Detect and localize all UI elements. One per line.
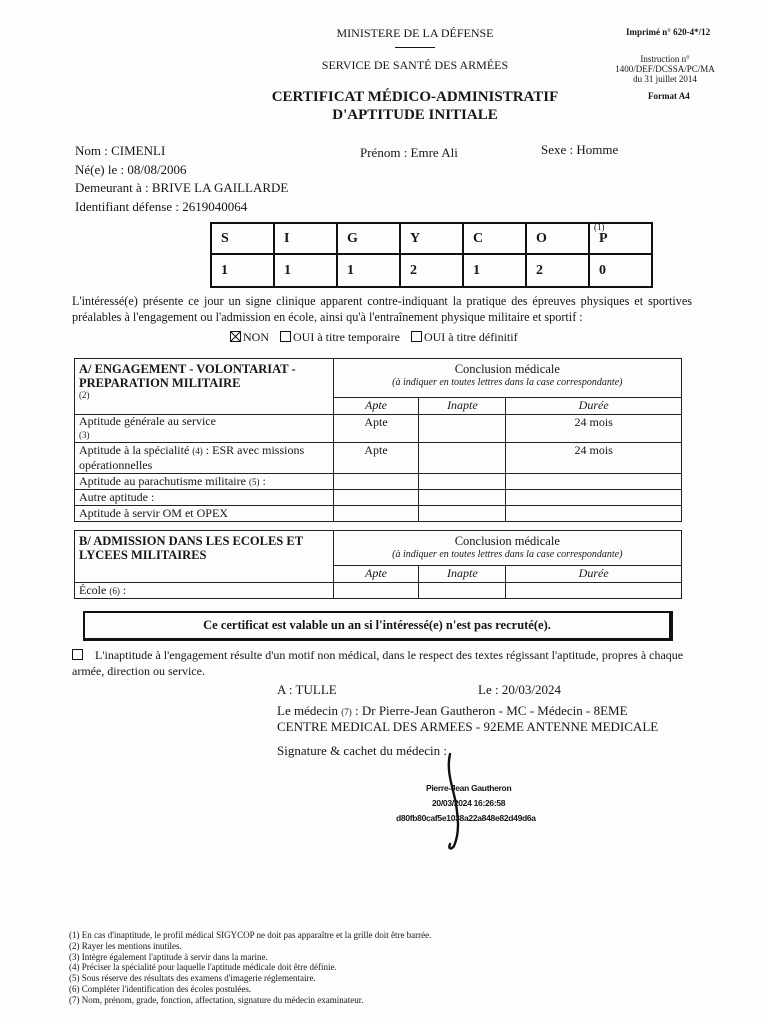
doctor-line-1: Le médecin (7) : Dr Pierre-Jean Gautheron - MC - Médecin - 8EME [277,703,628,718]
clinical-sign-statement: L'intéressé(e) présente ce jour un signe clinique apparent contre-indiquant la pratique des épreuves physiques et sportives préalables à l'engagement ou l'admission en école, ainsi qu'à l'entraînement physique militaire et sportif : [72,294,692,324]
option-non[interactable]: NON [230,330,269,344]
sigycop-letter-y: Y [400,223,463,254]
table-row [75,415,682,443]
col-inapte: Inapte [419,398,506,415]
row-label: Aptitude générale au service (3) [75,415,334,443]
patient-residence: Demeurant à : BRIVE LA GAILLARDE [75,180,289,195]
row-duree[interactable] [506,474,682,490]
row-apte[interactable] [333,490,419,506]
signature-hash: d80fb80caf5e1038a22a848e82d49d6a [396,813,536,823]
section-b-conclusion-sub: (à indiquer en toutes lettres dans la case correspondante) [392,549,623,560]
col-inapte: Inapte [419,566,506,583]
row-apte[interactable] [333,506,419,522]
footnote-2: (2) Rayer les mentions inutiles. [69,940,182,951]
table-row [75,490,682,506]
row-duree[interactable]: 24 mois [506,443,682,474]
footnote-1: (1) En cas d'inaptitude, le profil médical SIGYCOP ne doit pas apparaître et la grille doit être barrée. [69,930,432,940]
validity-notice: Ce certificat est valable un an si l'intéressé(e) n'est pas recruté(e). [83,611,673,641]
row-duree[interactable] [506,506,682,522]
row-apte[interactable] [333,583,419,599]
signature-label: Signature & cachet du médecin : [277,743,448,758]
service-name: SERVICE DE SANTÉ DES ARMÉES [321,58,509,72]
non-medical-statement: L'inaptitude à l'engagement résulte d'un motif non médical, dans le respect des textes régissant l'aptitude, propres à chaque armée, direction ou service. [72,648,684,678]
row-apte[interactable]: Apte [333,415,419,443]
checkbox-icon[interactable] [280,331,291,342]
patient-first-name: Prénom : Emre Ali [360,145,458,160]
doctor-line-2: CENTRE MEDICAL DES ARMEES - 92EME ANTENNE MEDICALE [277,719,659,734]
signature-timestamp: 20/03/2024 16:26:58 [432,798,506,808]
sigycop-letter-p: P [589,223,652,254]
section-a-title-cell [75,359,334,415]
section-a-conclusion-title: Conclusion médicale [454,362,560,376]
row-apte[interactable] [333,474,419,490]
table-row [75,474,682,490]
option-oui-definitif[interactable]: OUI à titre définitif [411,330,518,344]
row-label: Aptitude à la spécialité (4) : ESR avec missions opérationnelles [75,443,334,474]
footnotes [69,930,689,1006]
section-a-conclusion [333,359,681,398]
sigycop-letter-s: S [211,223,274,254]
checked-box-icon[interactable] [230,331,241,342]
table-row [75,583,682,599]
sigycop-values-row [211,254,652,287]
patient-last-name: Nom : CIMENLI [75,143,166,158]
footnote-6: (6) Compléter l'identification des écoles postulées. [69,983,252,994]
sigycop-letters-row [211,223,652,254]
sigycop-value-p: 0 [589,254,652,287]
section-a-table [74,358,682,522]
col-apte: Apte [333,566,419,583]
section-b-title: B/ ADMISSION DANS LES ECOLES ET LYCEES MILITAIRES [79,534,303,562]
title-line-1: CERTIFICAT MÉDICO-ADMINISTRATIF [271,89,559,105]
row-duree[interactable] [506,583,682,599]
date: Le : 20/03/2024 [478,682,562,697]
section-b-header-row [75,531,682,566]
row-inapte[interactable] [419,474,506,490]
row-label: Autre aptitude : [75,490,334,506]
sigycop-value-i: 1 [274,254,337,287]
row-inapte[interactable] [419,490,506,506]
instruction-line-1: Instruction n° 1400/DEF/DCSSA/PC/MA [615,54,715,74]
sigycop-letter-c: C [463,223,526,254]
section-b-conclusion [333,531,681,566]
row-duree[interactable] [506,490,682,506]
section-b-table [74,530,682,599]
section-a-title-note: (2) [79,390,90,400]
row-apte[interactable]: Apte [333,443,419,474]
sigycop-value-o: 2 [526,254,589,287]
clinical-sign-options [230,330,518,345]
sigycop-value-g: 1 [337,254,400,287]
sigycop-value-s: 1 [211,254,274,287]
section-a-header-row [75,359,682,398]
ministry-name: MINISTERE DE LA DÉFENSE [300,26,530,48]
sigycop-letter-i: I [274,223,337,254]
signer-name: Pierre-Jean Gautheron [426,783,512,793]
section-b-conclusion-title: Conclusion médicale [454,534,560,548]
checkbox-icon[interactable] [72,649,83,660]
patient-sex: Sexe : Homme [541,142,619,157]
sigycop-value-y: 2 [400,254,463,287]
electronic-signature-block [396,781,568,826]
row-duree[interactable]: 24 mois [506,415,682,443]
instruction-reference [590,54,740,84]
option-oui-temporaire[interactable]: OUI à titre temporaire [280,330,400,344]
patient-defense-id: Identifiant défense : 2619040064 [75,199,248,214]
section-a-conclusion-sub: (à indiquer en toutes lettres dans la case correspondante) [392,377,623,388]
section-a-title: A/ ENGAGEMENT - VOLONTARIAT - PREPARATION MILITAIRE [79,362,296,390]
place: A : TULLE [277,682,337,697]
ministry-divider [395,47,435,48]
row-inapte[interactable] [419,506,506,522]
sigycop-grid [210,222,653,288]
row-label: Aptitude à servir OM et OPEX [75,506,334,522]
document-title [250,88,580,124]
title-line-2: D'APTITUDE INITIALE [332,107,498,123]
row-label: Aptitude au parachutisme militaire (5) : [75,474,334,490]
sigycop-value-c: 1 [463,254,526,287]
row-inapte[interactable] [419,583,506,599]
row-inapte[interactable] [419,415,506,443]
row-label-ecole: École (6) : [75,583,334,599]
footnote-3: (3) Intègre également l'aptitude à servir dans la marine. [69,951,268,962]
patient-birth-date: Né(e) le : 08/08/2006 [75,162,187,177]
footnote-7: (7) Nom, prénom, grade, fonction, affectation, signature du médecin examinateur. [69,994,364,1005]
col-duree: Durée [506,566,682,583]
col-duree: Durée [506,398,682,415]
section-b-title-cell [75,531,334,583]
table-row [75,443,682,474]
col-apte: Apte [333,398,419,415]
format-label: Format A4 [648,91,690,101]
sigycop-letter-g: G [337,223,400,254]
sigycop-footnote-ref: (1) [594,222,605,232]
instruction-line-2: du 31 juillet 2014 [633,74,697,84]
footnote-4: (4) Préciser la spécialité pour laquelle l'aptitude médicale doit être définie. [69,962,337,973]
footnote-5: (5) Sous réserve des résultats des examens d'imagerie réglementaire. [69,973,316,984]
row-inapte[interactable] [419,443,506,474]
printed-reference: Imprimé n° 620-4*/12 [626,27,711,37]
checkbox-icon[interactable] [411,331,422,342]
table-row [75,506,682,522]
sigycop-letter-o: O [526,223,589,254]
